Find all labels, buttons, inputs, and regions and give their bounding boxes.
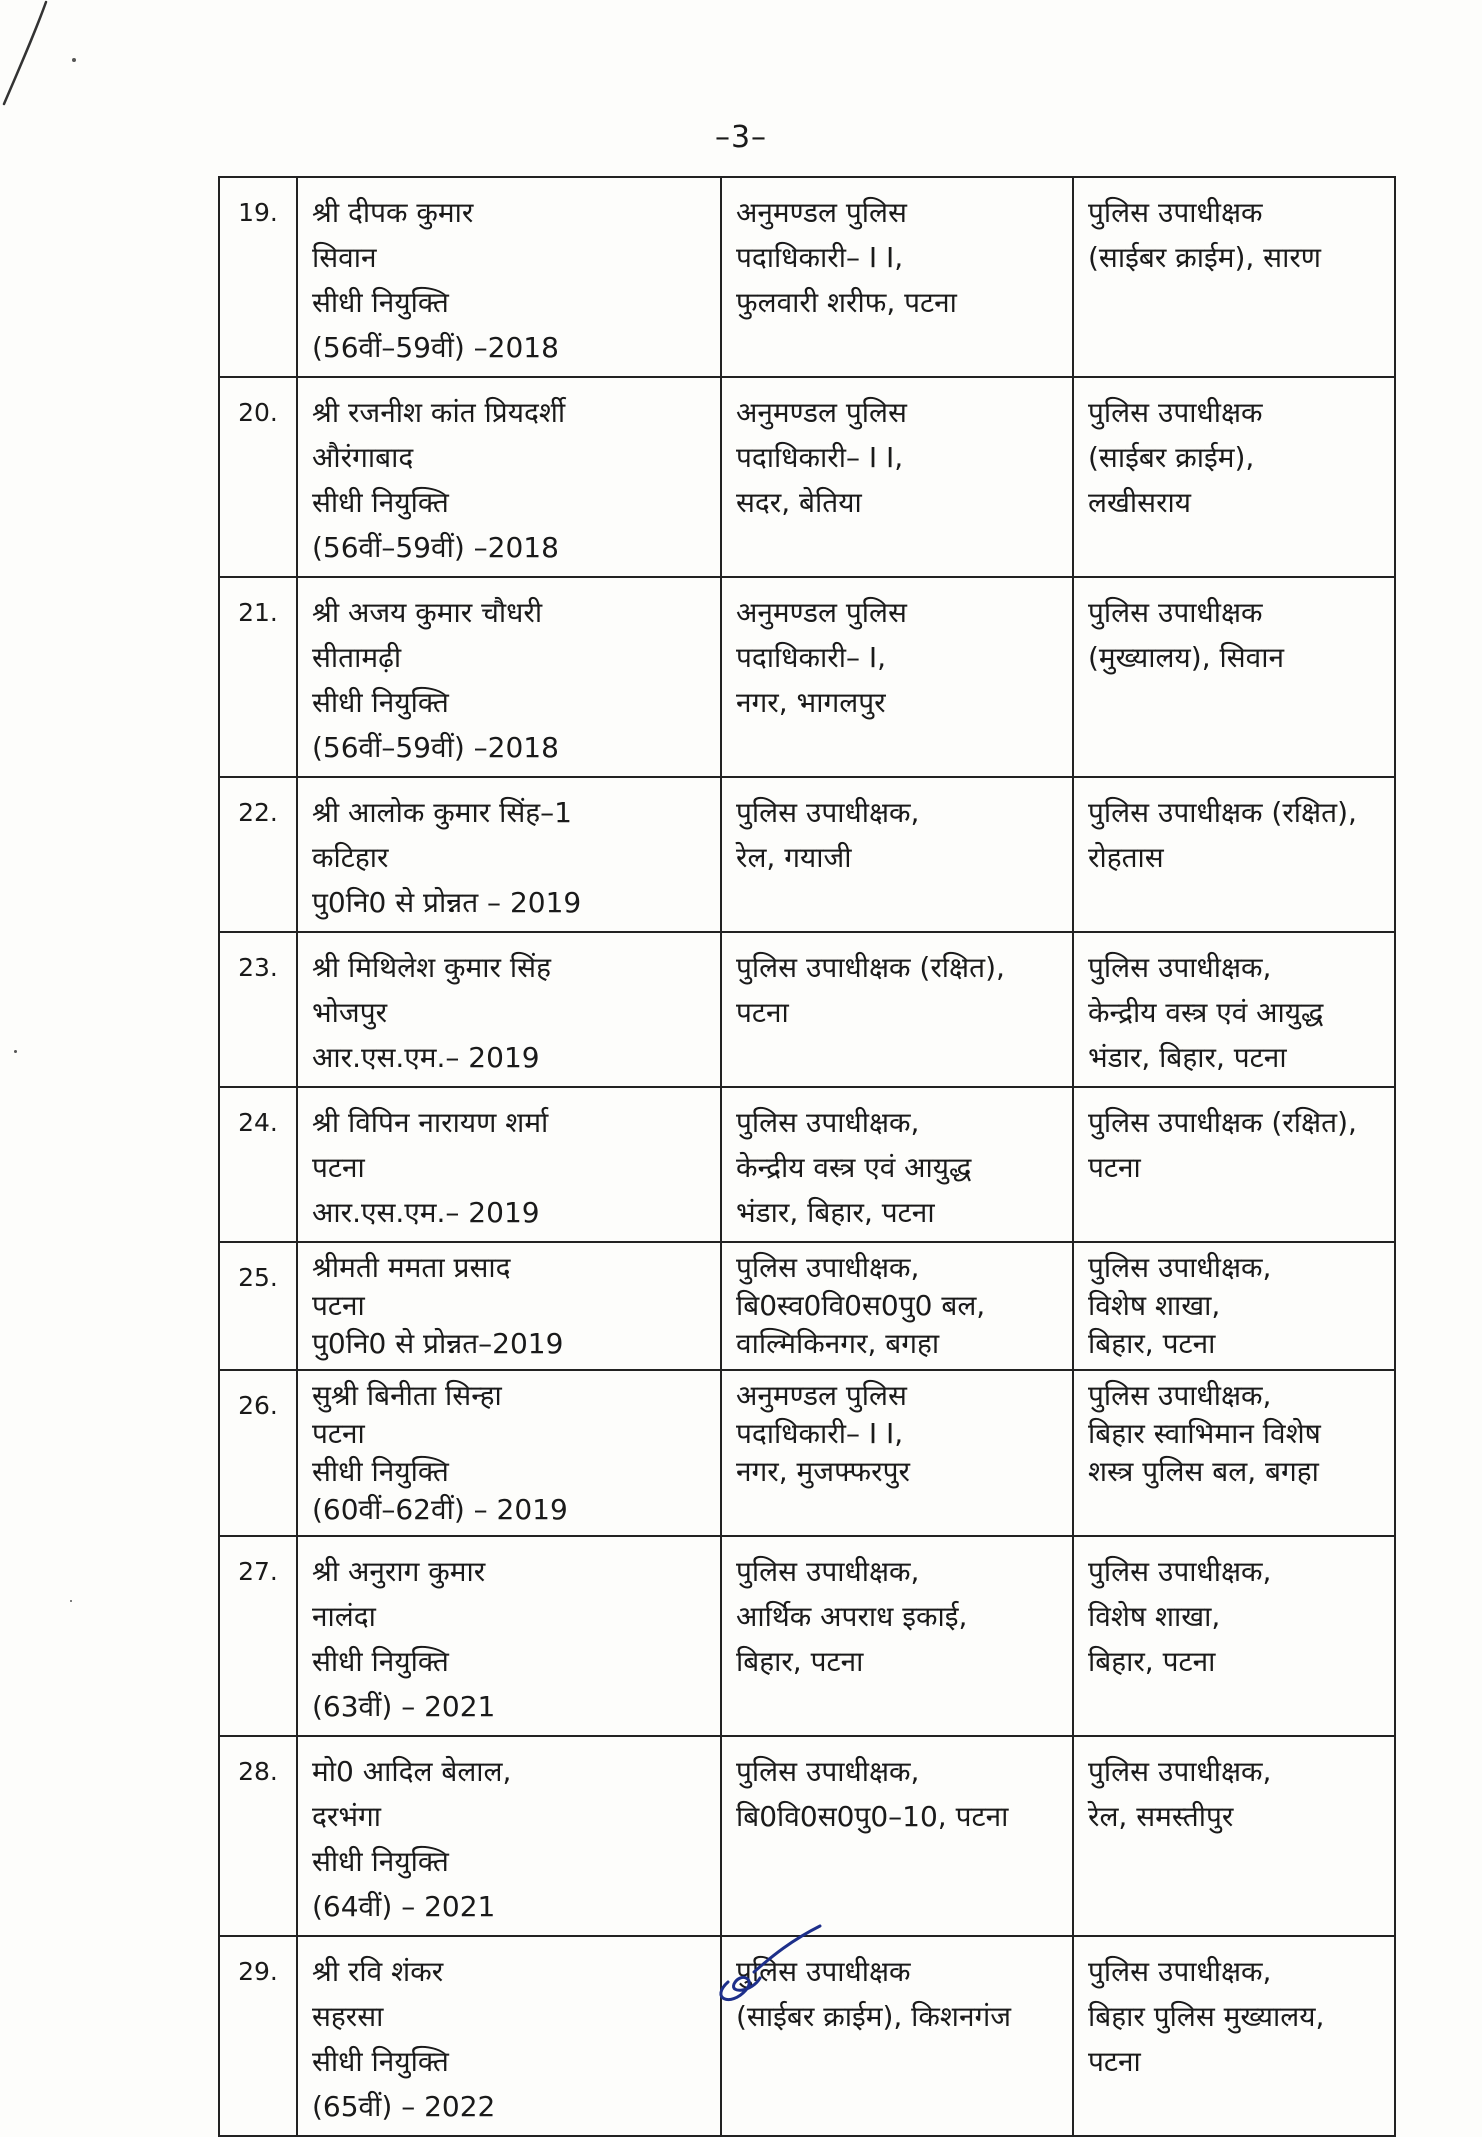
current-posting-line: पटना: [736, 996, 789, 1029]
new-posting: [1073, 932, 1395, 1087]
current-posting: [721, 1370, 1073, 1536]
new-posting-line: पुलिस उपाधीक्षक (रक्षित),: [1088, 1106, 1357, 1139]
current-posting: [721, 1736, 1073, 1936]
new-posting-line: पुलिस उपाधीक्षक: [1088, 196, 1263, 229]
new-posting-line: पुलिस उपाधीक्षक,: [1088, 1379, 1272, 1412]
new-posting-line: पुलिस उपाधीक्षक: [1088, 396, 1263, 429]
serial-number: 24.: [219, 1087, 297, 1242]
officer-home-district: सिवान: [312, 241, 377, 274]
table-row: [219, 177, 1395, 377]
officer-batch: (56वीं–59वीं) –2018: [312, 531, 559, 564]
new-posting-line: पटना: [1088, 2045, 1141, 2078]
current-posting-line: बि0वि0स0पु0–10, पटना: [736, 1800, 1009, 1833]
officer-batch: (60वीं–62वीं) – 2019: [312, 1493, 568, 1526]
serial-number: 28.: [219, 1736, 297, 1936]
table-row: [219, 1242, 1395, 1370]
officer-name: श्री अनुराग कुमार: [312, 1555, 486, 1588]
current-posting: [721, 1087, 1073, 1242]
current-posting-line: अनुमण्डल पुलिस: [736, 596, 907, 629]
officer-batch: (65वीं) – 2022: [312, 2090, 496, 2123]
new-posting-line: पुलिस उपाधीक्षक,: [1088, 951, 1272, 984]
officer-batch: (56वीं–59वीं) –2018: [312, 731, 559, 764]
officer-home-district: दरभंगा: [312, 1800, 382, 1833]
current-posting-line: केन्द्रीय वस्त्र एवं आयुद्ध: [736, 1151, 972, 1184]
new-posting: [1073, 577, 1395, 777]
table-row: [219, 777, 1395, 932]
officer-details: [297, 1936, 721, 2136]
current-posting-line: बिहार, पटना: [736, 1645, 864, 1678]
officer-details: [297, 777, 721, 932]
new-posting: [1073, 1536, 1395, 1736]
serial-number: 22.: [219, 777, 297, 932]
serial-number: 29.: [219, 1936, 297, 2136]
officer-appointment-type: आर.एस.एम.– 2019: [312, 1196, 540, 1229]
officer-home-district: पटना: [312, 1289, 365, 1322]
officer-details: [297, 177, 721, 377]
serial-number: 26.: [219, 1370, 297, 1536]
new-posting-line: बिहार, पटना: [1088, 1645, 1216, 1678]
current-posting-line: (साईबर क्राईम), किशनगंज: [736, 2000, 1012, 2033]
officer-details: [297, 377, 721, 577]
paper-speck: [14, 1050, 17, 1053]
current-posting-line: अनुमण्डल पुलिस: [736, 396, 907, 429]
officer-name: श्री आलोक कुमार सिंह–1: [312, 796, 572, 829]
current-posting-line: पुलिस उपाधीक्षक,: [736, 1555, 920, 1588]
table-row: [219, 577, 1395, 777]
table-row: [219, 1536, 1395, 1736]
new-posting-line: रेल, समस्तीपुर: [1088, 1800, 1234, 1833]
officer-name: श्री रजनीश कांत प्रियदर्शी: [312, 396, 566, 429]
new-posting-line: लखीसराय: [1088, 486, 1192, 519]
new-posting-line: (साईबर क्राईम), सारण: [1088, 241, 1322, 274]
new-posting-line: बिहार, पटना: [1088, 1327, 1216, 1360]
current-posting: [721, 377, 1073, 577]
officer-home-district: पटना: [312, 1151, 365, 1184]
new-posting: [1073, 1736, 1395, 1936]
new-posting-line: रोहतास: [1088, 841, 1164, 874]
new-posting-line: बिहार स्वाभिमान विशेष: [1088, 1417, 1321, 1450]
officer-name: श्री मिथिलेश कुमार सिंह: [312, 951, 551, 984]
current-posting-line: पुलिस उपाधीक्षक,: [736, 796, 920, 829]
new-posting-line: बिहार पुलिस मुख्यालय,: [1088, 2000, 1325, 2033]
officer-appointment-type: सीधी नियुक्ति: [312, 286, 449, 319]
new-posting-line: भंडार, बिहार, पटना: [1088, 1041, 1287, 1074]
officer-home-district: नालंदा: [312, 1600, 376, 1633]
current-posting-line: आर्थिक अपराध इकाई,: [736, 1600, 968, 1633]
current-posting-line: पुलिस उपाधीक्षक,: [736, 1251, 920, 1284]
officer-details: [297, 577, 721, 777]
officer-home-district: सहरसा: [312, 2000, 384, 2033]
transfer-table-body: [219, 177, 1395, 2136]
current-posting-line: भंडार, बिहार, पटना: [736, 1196, 935, 1229]
new-posting: [1073, 777, 1395, 932]
officer-appointment-type: सीधी नियुक्ति: [312, 1645, 449, 1678]
serial-number: 27.: [219, 1536, 297, 1736]
table-row: [219, 1370, 1395, 1536]
new-posting-line: केन्द्रीय वस्त्र एवं आयुद्ध: [1088, 996, 1324, 1029]
officer-home-district: पटना: [312, 1417, 365, 1450]
officer-details: [297, 1242, 721, 1370]
serial-number: 23.: [219, 932, 297, 1087]
serial-number: 20.: [219, 377, 297, 577]
new-posting-line: विशेष शाखा,: [1088, 1600, 1221, 1633]
officer-appointment-type: सीधी नियुक्ति: [312, 1455, 449, 1488]
new-posting-line: विशेष शाखा,: [1088, 1289, 1221, 1322]
new-posting-line: पुलिस उपाधीक्षक: [1088, 596, 1263, 629]
new-posting: [1073, 1087, 1395, 1242]
officer-appointment-type: सीधी नियुक्ति: [312, 1845, 449, 1878]
new-posting-line: (साईबर क्राईम),: [1088, 441, 1255, 474]
officer-appointment-type: सीधी नियुक्ति: [312, 2045, 449, 2078]
officer-name: श्री अजय कुमार चौधरी: [312, 596, 543, 629]
current-posting-line: नगर, भागलपुर: [736, 686, 886, 719]
current-posting: [721, 932, 1073, 1087]
current-posting-line: पुलिस उपाधीक्षक,: [736, 1755, 920, 1788]
current-posting-line: पदाधिकारी– I I,: [736, 1417, 904, 1450]
current-posting: [721, 1242, 1073, 1370]
current-posting-line: पदाधिकारी– I I,: [736, 441, 904, 474]
officer-batch: (56वीं–59वीं) –2018: [312, 331, 559, 364]
serial-number: 19.: [219, 177, 297, 377]
new-posting: [1073, 1370, 1395, 1536]
current-posting: [721, 1536, 1073, 1736]
current-posting-line: नगर, मुजफ्फरपुर: [736, 1455, 910, 1488]
officer-details: [297, 1736, 721, 1936]
officer-details: [297, 1370, 721, 1536]
officer-details: [297, 1536, 721, 1736]
current-posting-line: अनुमण्डल पुलिस: [736, 1379, 907, 1412]
pen-stroke-mark: [0, 0, 90, 120]
new-posting-line: पुलिस उपाधीक्षक,: [1088, 1251, 1272, 1284]
officer-home-district: कटिहार: [312, 841, 389, 874]
officer-name: सुश्री बिनीता सिन्हा: [312, 1379, 502, 1412]
officer-home-district: औरंगाबाद: [312, 441, 414, 474]
officer-home-district: भोजपुर: [312, 996, 388, 1029]
officer-batch: (63वीं) – 2021: [312, 1690, 496, 1723]
new-posting: [1073, 1242, 1395, 1370]
current-posting-line: पुलिस उपाधीक्षक,: [736, 1106, 920, 1139]
current-posting-line: सदर, बेतिया: [736, 486, 862, 519]
new-posting: [1073, 377, 1395, 577]
table-row: [219, 932, 1395, 1087]
transfer-table: [218, 176, 1396, 2137]
paper-speck: [70, 1600, 72, 1602]
officer-details: [297, 1087, 721, 1242]
officer-name: श्रीमती ममता प्रसाद: [312, 1251, 511, 1284]
officer-appointment-type: पु0नि0 से प्रोन्नत – 2019: [312, 886, 582, 919]
current-posting-line: फुलवारी शरीफ, पटना: [736, 286, 957, 319]
current-posting-line: पुलिस उपाधीक्षक: [736, 1955, 911, 1988]
new-posting-line: पुलिस उपाधीक्षक,: [1088, 1555, 1272, 1588]
current-posting: [721, 577, 1073, 777]
officer-name: श्री रवि शंकर: [312, 1955, 444, 1988]
table-row: [219, 377, 1395, 577]
table-row: [219, 1087, 1395, 1242]
table-row: [219, 1736, 1395, 1936]
officer-name: श्री दीपक कुमार: [312, 196, 474, 229]
new-posting-line: पुलिस उपाधीक्षक (रक्षित),: [1088, 796, 1357, 829]
current-posting-line: पदाधिकारी– I I,: [736, 241, 904, 274]
new-posting-line: (मुख्यालय), सिवान: [1088, 641, 1285, 674]
officer-details: [297, 932, 721, 1087]
officer-appointment-type: सीधी नियुक्ति: [312, 486, 449, 519]
new-posting-line: पुलिस उपाधीक्षक,: [1088, 1955, 1272, 1988]
new-posting: [1073, 1936, 1395, 2136]
officer-home-district: सीतामढ़ी: [312, 641, 402, 674]
current-posting: [721, 177, 1073, 377]
serial-number: 25.: [219, 1242, 297, 1370]
current-posting: [721, 777, 1073, 932]
officer-name: श्री विपिन नारायण शर्मा: [312, 1106, 549, 1139]
serial-number: 21.: [219, 577, 297, 777]
signature-mark: [700, 1920, 830, 2010]
officer-name: मो0 आदिल बेलाल,: [312, 1755, 512, 1788]
current-posting-line: पदाधिकारी– I,: [736, 641, 887, 674]
new-posting: [1073, 177, 1395, 377]
officer-appointment-type: पु0नि0 से प्रोन्नत–2019: [312, 1327, 564, 1360]
officer-appointment-type: आर.एस.एम.– 2019: [312, 1041, 540, 1074]
current-posting-line: रेल, गयाजी: [736, 841, 852, 874]
current-posting-line: बि0स्व0वि0स0पु0 बल,: [736, 1289, 986, 1322]
current-posting-line: अनुमण्डल पुलिस: [736, 196, 907, 229]
new-posting-line: पुलिस उपाधीक्षक,: [1088, 1755, 1272, 1788]
new-posting-line: शस्त्र पुलिस बल, बगहा: [1088, 1455, 1319, 1488]
officer-appointment-type: सीधी नियुक्ति: [312, 686, 449, 719]
current-posting-line: पुलिस उपाधीक्षक (रक्षित),: [736, 951, 1005, 984]
page-number: –3–: [714, 120, 768, 155]
new-posting-line: पटना: [1088, 1151, 1141, 1184]
current-posting-line: वाल्मिकिनगर, बगहा: [736, 1327, 940, 1360]
officer-batch: (64वीं) – 2021: [312, 1890, 496, 1923]
